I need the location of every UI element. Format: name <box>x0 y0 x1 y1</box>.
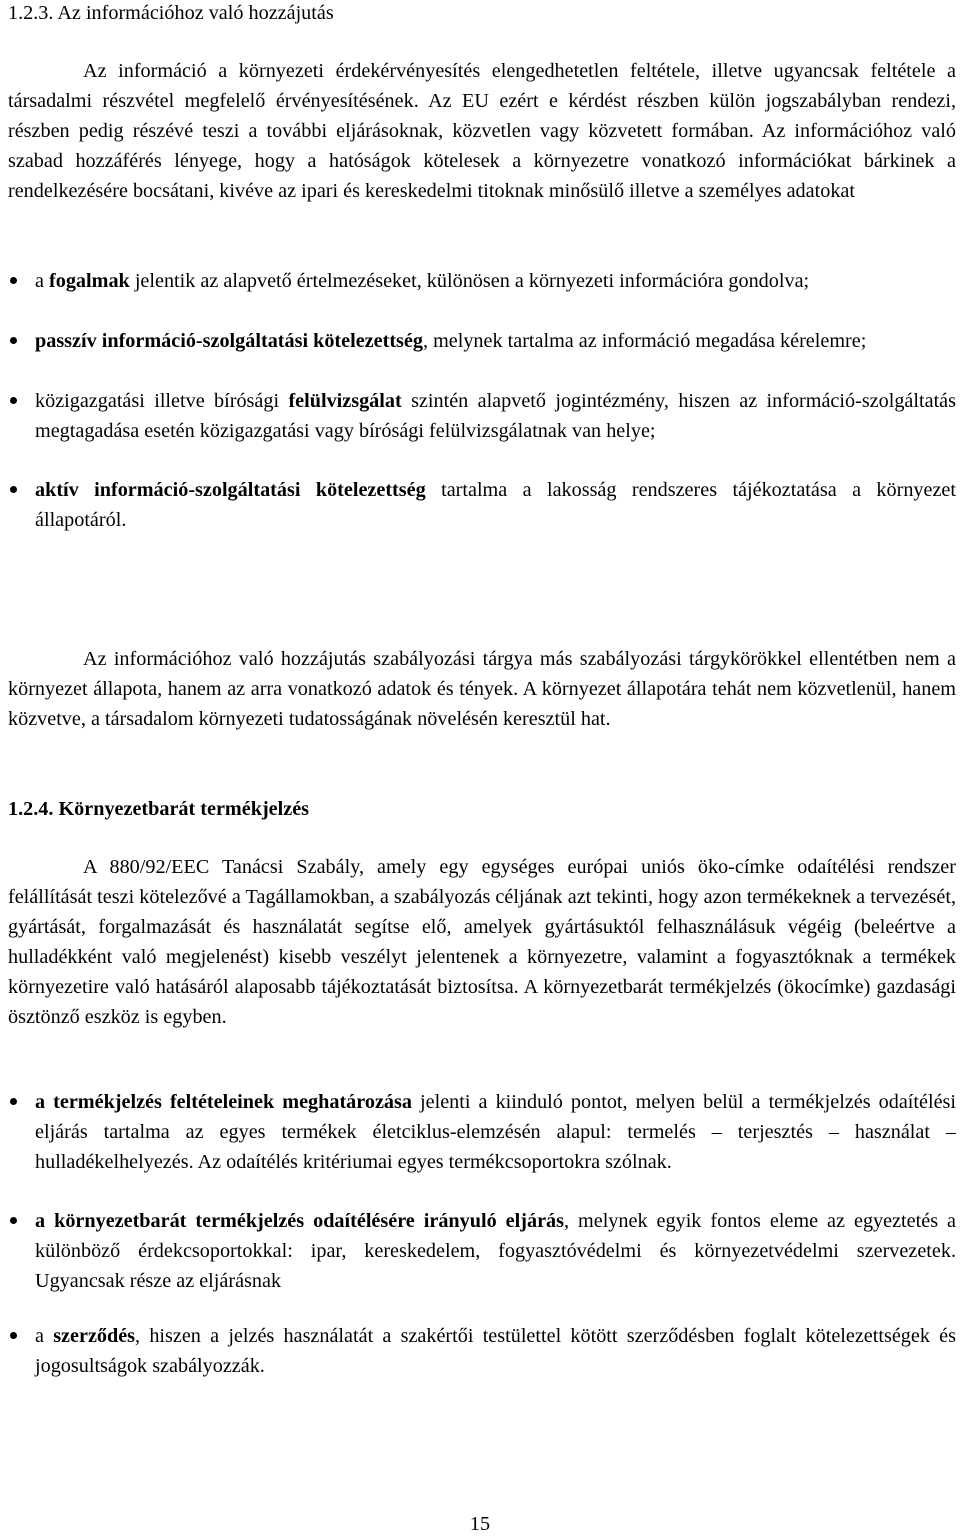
bullet-pre: a <box>35 1325 54 1347</box>
bullet-bold-term: a környezetbarát termékjelzés odaítélésére irányuló eljárás <box>35 1210 564 1232</box>
bullet-post: tartalma a lakosság rendszeres tájékoztatása a környezet állapotáról. <box>35 479 957 531</box>
bullet-bold-term: a termékjelzés feltételeinek meghatározása <box>35 1091 412 1113</box>
bullet-bold-term: aktív információ-szolgáltatási kötelezettség <box>35 479 426 501</box>
bullet-pre: a <box>35 270 50 292</box>
bullet-icon <box>10 486 17 493</box>
bullet-icon <box>10 397 17 404</box>
list-item <box>8 326 956 356</box>
bullet-icon <box>10 1332 17 1339</box>
bullet-icon <box>10 1217 17 1224</box>
bullet-bold-term: szerződés <box>53 1325 136 1347</box>
section-heading-1-2-4: 1.2.4. Környezetbarát termékjelzés <box>8 798 310 820</box>
bullet-icon <box>10 337 17 344</box>
bullet-post: jelenti a kiinduló pontot, melyen belül a termékjelzés odaítélési eljárás tartalma az egyes termékek életciklus-elemzésén alapul: termelés – terjesztés – használat – hulladékelhelyezés. Az odaítélés kritériumai egyes termékcsoportokra szólnak. <box>35 1091 957 1173</box>
bullet-icon <box>10 277 17 284</box>
list-item <box>8 1206 956 1296</box>
bullet-post: , melynek egyik fontos eleme az egyeztetés a különböző érdekcsoportokkal: ipar, kereskedelem, fogyasztóvédelmi és környezetvédelmi szervezetek. Ugyancsak része az eljárásnak <box>35 1210 957 1292</box>
bullet-post: , hiszen a jelzés használatát a szakértői testülettel kötött szerződésben foglalt kötelezettségek és jogosultságok szabályozzák. <box>35 1325 957 1377</box>
bullet-bold-term: passzív információ-szolgáltatási kötelezettség <box>35 330 423 352</box>
bullet-post: szintén alapvető jogintézmény, hiszen az információ-szolgáltatás megtagadása esetén közigazgatási vagy bírósági felülvizsgálatnak van helye; <box>35 390 956 442</box>
list-item <box>8 1321 956 1381</box>
list-item <box>8 475 956 535</box>
bullet-pre: közigazgatási illetve bírósági <box>35 390 289 412</box>
section-1-bullet-list <box>8 266 956 535</box>
list-item <box>8 1087 956 1177</box>
section-1-paragraph-2: Az információhoz való hozzájutás szabályozási tárgya más szabályozási tárgykörökkel ellentétben nem a környezet állapota, hanem az arra vonatkozó adatok és tények. A környezet állapotára tehát nem közvetlenül, hanem közvetve, a társadalom környezeti tudatosságának növelésén keresztül hat. <box>8 648 956 730</box>
bullet-bold-term: fogalmak <box>49 270 130 292</box>
section-heading-1-2-3: 1.2.3. Az információhoz való hozzájutás <box>8 2 334 24</box>
page-number: 15 <box>469 1513 491 1535</box>
bullet-bold-term: felülvizsgálat <box>288 390 402 412</box>
section-2-paragraph-1: A 880/92/EEC Tanácsi Szabály, amely egy egységes európai uniós öko-címke odaítélési rendszer felállítását teszi kötelezővé a Tagállamokban, a szabályozás céljának azt tekinti, hogy azon termékeknek a tervezését, gyártását, forgalmazását és használatát segítse elő, amelyek gyártásuktól felhasználásuk végéig (beleértve a hulladékként való megjelenést) kisebb veszélyt jelentenek a környezetre, valamint a fogyasztóknak a termékek környezetire való hatásáról alaposabb tájékoztatását biztosítsa. A környezetbarát termékjelzés (ökocímke) gazdasági ösztönző eszköz is egyben. <box>8 856 956 1028</box>
bullet-post: , melynek tartalma az információ megadása kérelemre; <box>422 330 867 352</box>
bullet-icon <box>10 1098 17 1105</box>
bullet-post: jelentik az alapvető értelmezéseket, különösen a környezeti információra gondolva; <box>129 270 810 292</box>
section-2-bullet-list <box>8 1087 956 1381</box>
section-1-paragraph-1: Az információ a környezeti érdekérvényesítés elengedhetetlen feltétele, illetve ugyancsak feltétele a társadalmi részvétel megfelelő érvényesítésének. Az EU ezért e kérdést részben külön jogszabályban rendezi, részben pedig részévé teszi a további eljárásoknak, közvetlen vagy közvetett formában. Az információhoz való szabad hozzáférés lényege, hogy a hatóságok kötelesek a környezetre vonatkozó információkat bárkinek a rendelkezésére bocsátani, kivéve az ipari és kereskedelmi titoknak minősülő illetve a személyes adatokat <box>8 60 956 202</box>
list-item <box>8 266 956 296</box>
list-item <box>8 386 956 446</box>
